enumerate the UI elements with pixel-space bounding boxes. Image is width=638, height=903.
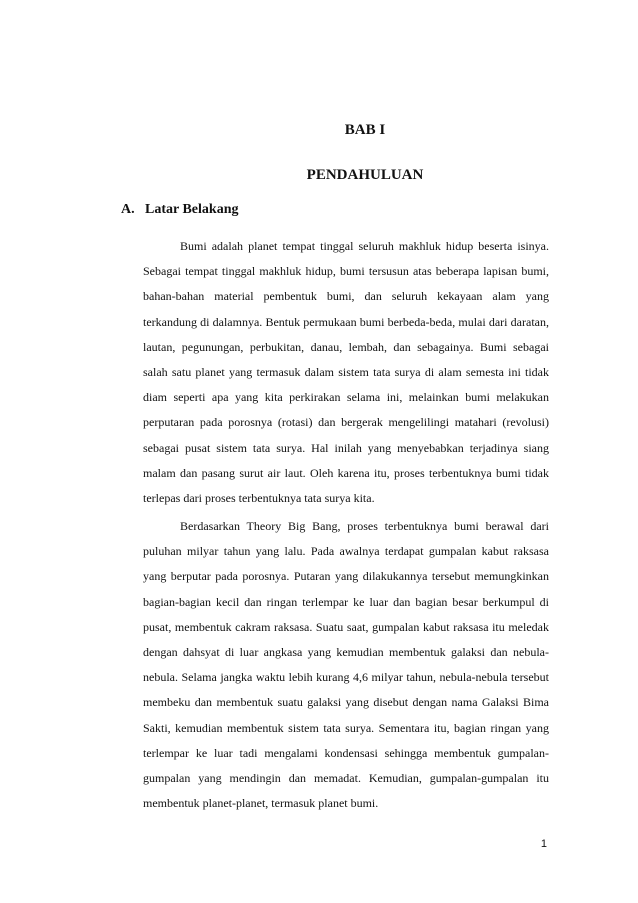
paragraph: Bumi adalah planet tempat tinggal seluruh makhluk hidup beserta isinya. Sebagai tempat tinggal makhluk hidup, bumi tersusun atas beberapa lapisan bumi, bahan-bahan material pembentuk bumi, dan seluruh kekayaan alam yang terkandung di dalamnya. Bentuk permukaan bumi berbeda-beda, mulai dari daratan, lautan, pegunungan, perbukitan, danau, lembah, dan sebagainya. Bumi sebagai salah satu planet yang termasuk dalam sistem tata surya di alam semesta ini tidak diam seperti apa yang kita perkirakan selama ini, melainkan bumi melakukan perputaran pada porosnya (rotasi) dan bergerak mengelilingi matahari (revolusi) sebagai pusat sistem tata surya. Hal inilah yang menyebabkan terjadinya siang malam dan pasang surut air laut. Oleh karena itu, proses terbentuknya bumi tidak terlepas dari proses terbentuknya tata surya kita.: [143, 239, 549, 506]
paragraph-block-2: [143, 514, 549, 816]
section-number: A.: [121, 202, 135, 217]
paragraph-block-1: [143, 234, 549, 511]
section-title: Latar Belakang: [145, 202, 239, 217]
chapter-label: BAB I: [344, 122, 386, 138]
page-number: 1: [540, 838, 547, 850]
paragraph: Berdasarkan Theory Big Bang, proses terbentuknya bumi berawal dari puluhan milyar tahun yang lalu. Pada awalnya terdapat gumpalan kabut raksasa yang berputar pada porosnya. Putaran yang dilakukannya tersebut memungkinkan bagian-bagian kecil dan ringan terlempar ke luar dan bagian besar berkumpul di pusat, membentuk cakram raksasa. Suatu saat, gumpalan kabut raksasa itu meledak dengan dahsyat di luar angkasa yang kemudian membentuk galaksi dan nebula-nebula. Selama jangka waktu lebih kurang 4,6 milyar tahun, nebula-nebula tersebut membeku dan membentuk suatu galaksi yang disebut dengan nama Galaksi Bima Sakti, kemudian membentuk sistem tata surya. Sementara itu, bagian ringan yang terlempar ke luar tadi mengalami kondensasi sehingga membentuk gumpalan-gumpalan yang mendingin dan memadat. Kemudian, gumpalan-gumpalan itu membentuk planet-planet, termasuk planet bumi.: [143, 519, 549, 811]
chapter-title: PENDAHULUAN: [306, 167, 424, 183]
section-heading: [121, 202, 238, 218]
